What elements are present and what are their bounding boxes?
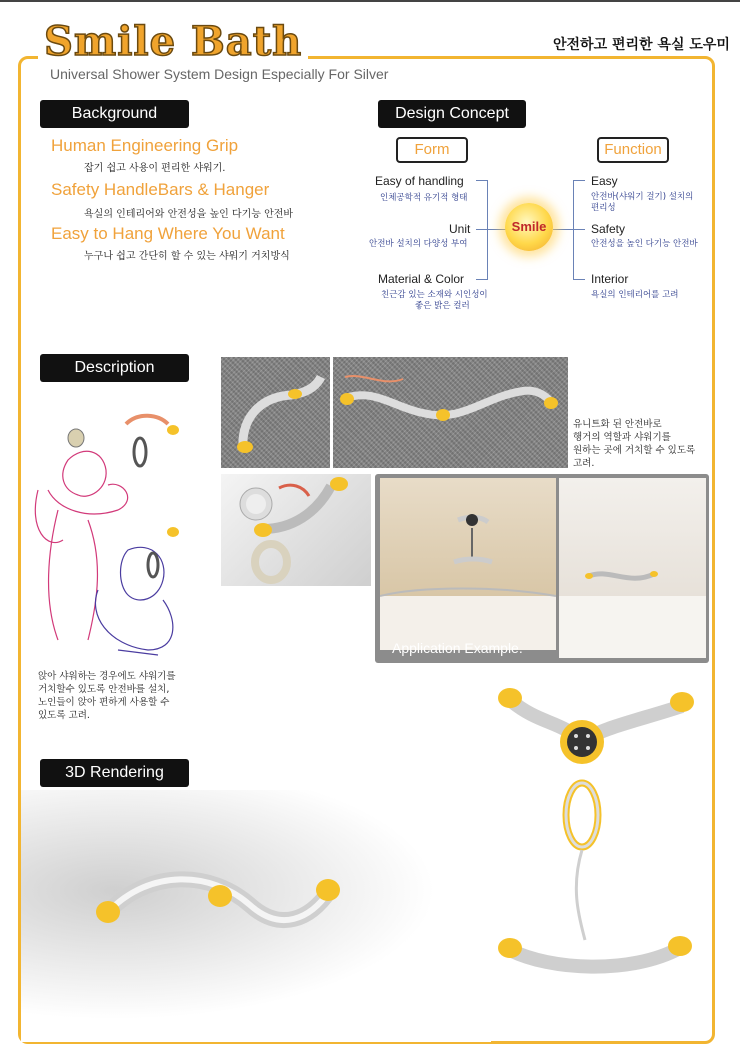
- form-connector: [476, 229, 506, 230]
- function-connector: [573, 180, 585, 280]
- background-item-desc: 누구나 쉽고 간단히 할 수 있는 샤워기 거치방식: [84, 251, 290, 262]
- description-left-text: [38, 670, 176, 722]
- background-item-desc: 잡기 쉽고 사용이 편리한 샤워기.: [84, 163, 226, 174]
- background-item-desc: 욕실의 인테리어와 안전성을 높인 다기능 안전바: [84, 209, 294, 220]
- description-line: 고려.: [573, 458, 595, 469]
- form-item-label: Unit: [449, 222, 471, 236]
- form-item-sub2: 좋은 밝은 컬러: [415, 301, 470, 311]
- wall-bar-photo-2: [333, 357, 568, 468]
- form-item-sub: 친근감 있는 소재와 시인성이: [381, 290, 488, 300]
- form-item-sub: 안전바 설치의 다양성 부여: [369, 239, 468, 249]
- function-item-sub2: 편리성: [591, 203, 616, 213]
- background-item-title: Easy to Hang Where You Want: [51, 224, 285, 243]
- application-caption: Application Example.: [392, 640, 523, 656]
- description-line: 노인들이 앉아 편하게 사용할 수: [38, 697, 170, 708]
- rendering-heading: 3D Rendering: [40, 759, 189, 787]
- description-line: 행거의 역할과 샤워기를: [573, 432, 671, 443]
- function-item-label: Safety: [591, 222, 626, 236]
- korean-title: 안전하고 편리한 욕실 도우미: [553, 37, 730, 53]
- form-item-label: Easy of handling: [375, 174, 464, 188]
- form-item-sub: 인체공학적 유기적 형태: [380, 193, 468, 203]
- function-item-label: Easy: [591, 174, 618, 188]
- form-item-label: Material & Color: [378, 272, 465, 286]
- hanger-closeup-photo: [221, 474, 371, 586]
- design-concept-heading: Design Concept: [378, 100, 526, 128]
- description-line: 원하는 곳에 거치할 수 있도록: [573, 445, 696, 456]
- smile-badge: Smile: [505, 203, 553, 251]
- function-item-sub: 안전성을 높인 다기능 안전바: [591, 239, 698, 249]
- rendering-y-hanger: [490, 680, 705, 1010]
- background-item-title: Safety HandleBars & Hanger: [51, 180, 270, 199]
- poster-subtitle: Universal Shower System Design Especially For Silver: [50, 66, 389, 82]
- background-item-title: Human Engineering Grip: [51, 136, 239, 155]
- form-connector: [476, 180, 488, 280]
- description-line: 앉아 샤워하는 경우에도 샤워기를: [38, 671, 176, 682]
- background-heading: Background: [40, 100, 189, 128]
- function-item-label: Interior: [591, 272, 629, 286]
- rendering-wave-bar: [60, 860, 360, 970]
- description-line: 있도록 고려.: [38, 710, 90, 721]
- description-heading: Description: [40, 354, 189, 382]
- description-right-text: [573, 418, 695, 470]
- usage-sketch-illustration: [28, 400, 198, 665]
- function-item-sub: 안전바(샤워기 걸기) 설치의: [591, 192, 694, 202]
- function-item-sub: 욕실의 인테리어를 고려: [591, 290, 679, 300]
- form-label: Form: [396, 137, 468, 163]
- description-line: 거치할수 있도록 안전바를 설치,: [38, 684, 170, 695]
- function-connector: [553, 229, 585, 230]
- description-line: 유니트화 된 안전바로: [573, 419, 662, 430]
- poster-title: Smile Bath: [38, 18, 308, 66]
- application-bathroom-photo-2: [559, 478, 706, 658]
- wall-bar-photo-1: [221, 357, 330, 468]
- application-bathroom-photo-1: [380, 478, 556, 650]
- function-label: Function: [597, 137, 669, 163]
- top-rule: [0, 0, 740, 2]
